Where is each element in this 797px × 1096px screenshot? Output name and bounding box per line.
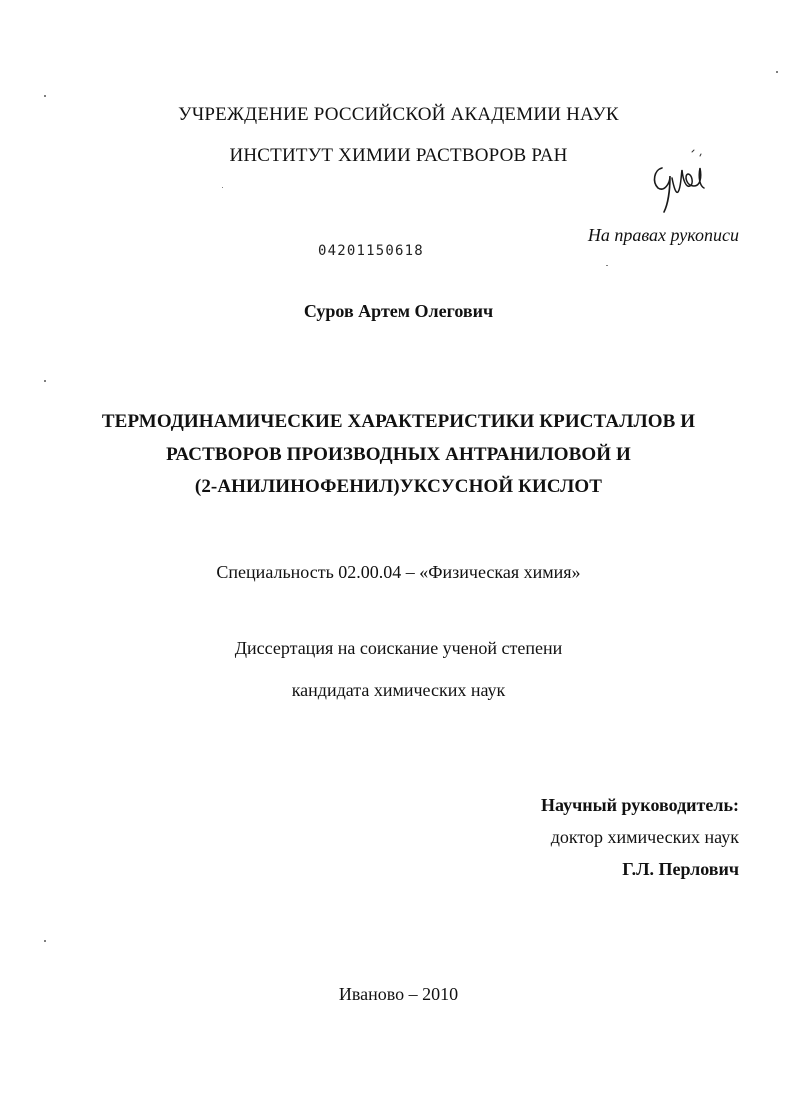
scan-speck: [606, 265, 608, 266]
specialty: Специальность 02.00.04 – «Физическая химия»: [216, 562, 581, 582]
scan-speck: [776, 71, 778, 73]
dissertation-title-line-2: РАСТВОРОВ ПРОИЗВОДНЫХ АНТРАНИЛОВОЙ И: [166, 444, 631, 465]
scan-speck: [44, 940, 46, 942]
supervisor-degree: доктор химических наук: [550, 827, 739, 847]
institution-line-1: УЧРЕЖДЕНИЕ РОССИЙСКОЙ АКАДЕМИИ НАУК: [178, 104, 619, 125]
supervisor-name: Г.Л. Перлович: [622, 859, 739, 879]
dissertation-degree-line-2: кандидата химических наук: [291, 680, 506, 700]
dissertation-title-line-3: (2-АНИЛИНОФЕНИЛ)УКСУСНОЙ КИСЛОТ: [194, 476, 603, 497]
dissertation-degree-line-1: Диссертация на соискание ученой степени: [234, 638, 563, 658]
city-year: Иваново – 2010: [338, 984, 459, 1004]
institution-line-2: ИНСТИТУТ ХИМИИ РАСТВОРОВ РАН: [229, 145, 568, 166]
supervisor-heading: Научный руководитель:: [541, 795, 739, 815]
scan-speck: [44, 380, 46, 382]
manuscript-rights-note: На правах рукописи: [587, 225, 739, 245]
dissertation-title-line-1: ТЕРМОДИНАМИЧЕСКИЕ ХАРАКТЕРИСТИКИ КРИСТАЛЛОВ И: [101, 411, 696, 432]
handwritten-signature-icon: [648, 148, 714, 220]
scan-speck: [44, 95, 46, 97]
author-name: Суров Артем Олегович: [303, 301, 494, 321]
catalog-number: 04201150618: [318, 243, 424, 259]
scan-speck: [222, 187, 223, 188]
